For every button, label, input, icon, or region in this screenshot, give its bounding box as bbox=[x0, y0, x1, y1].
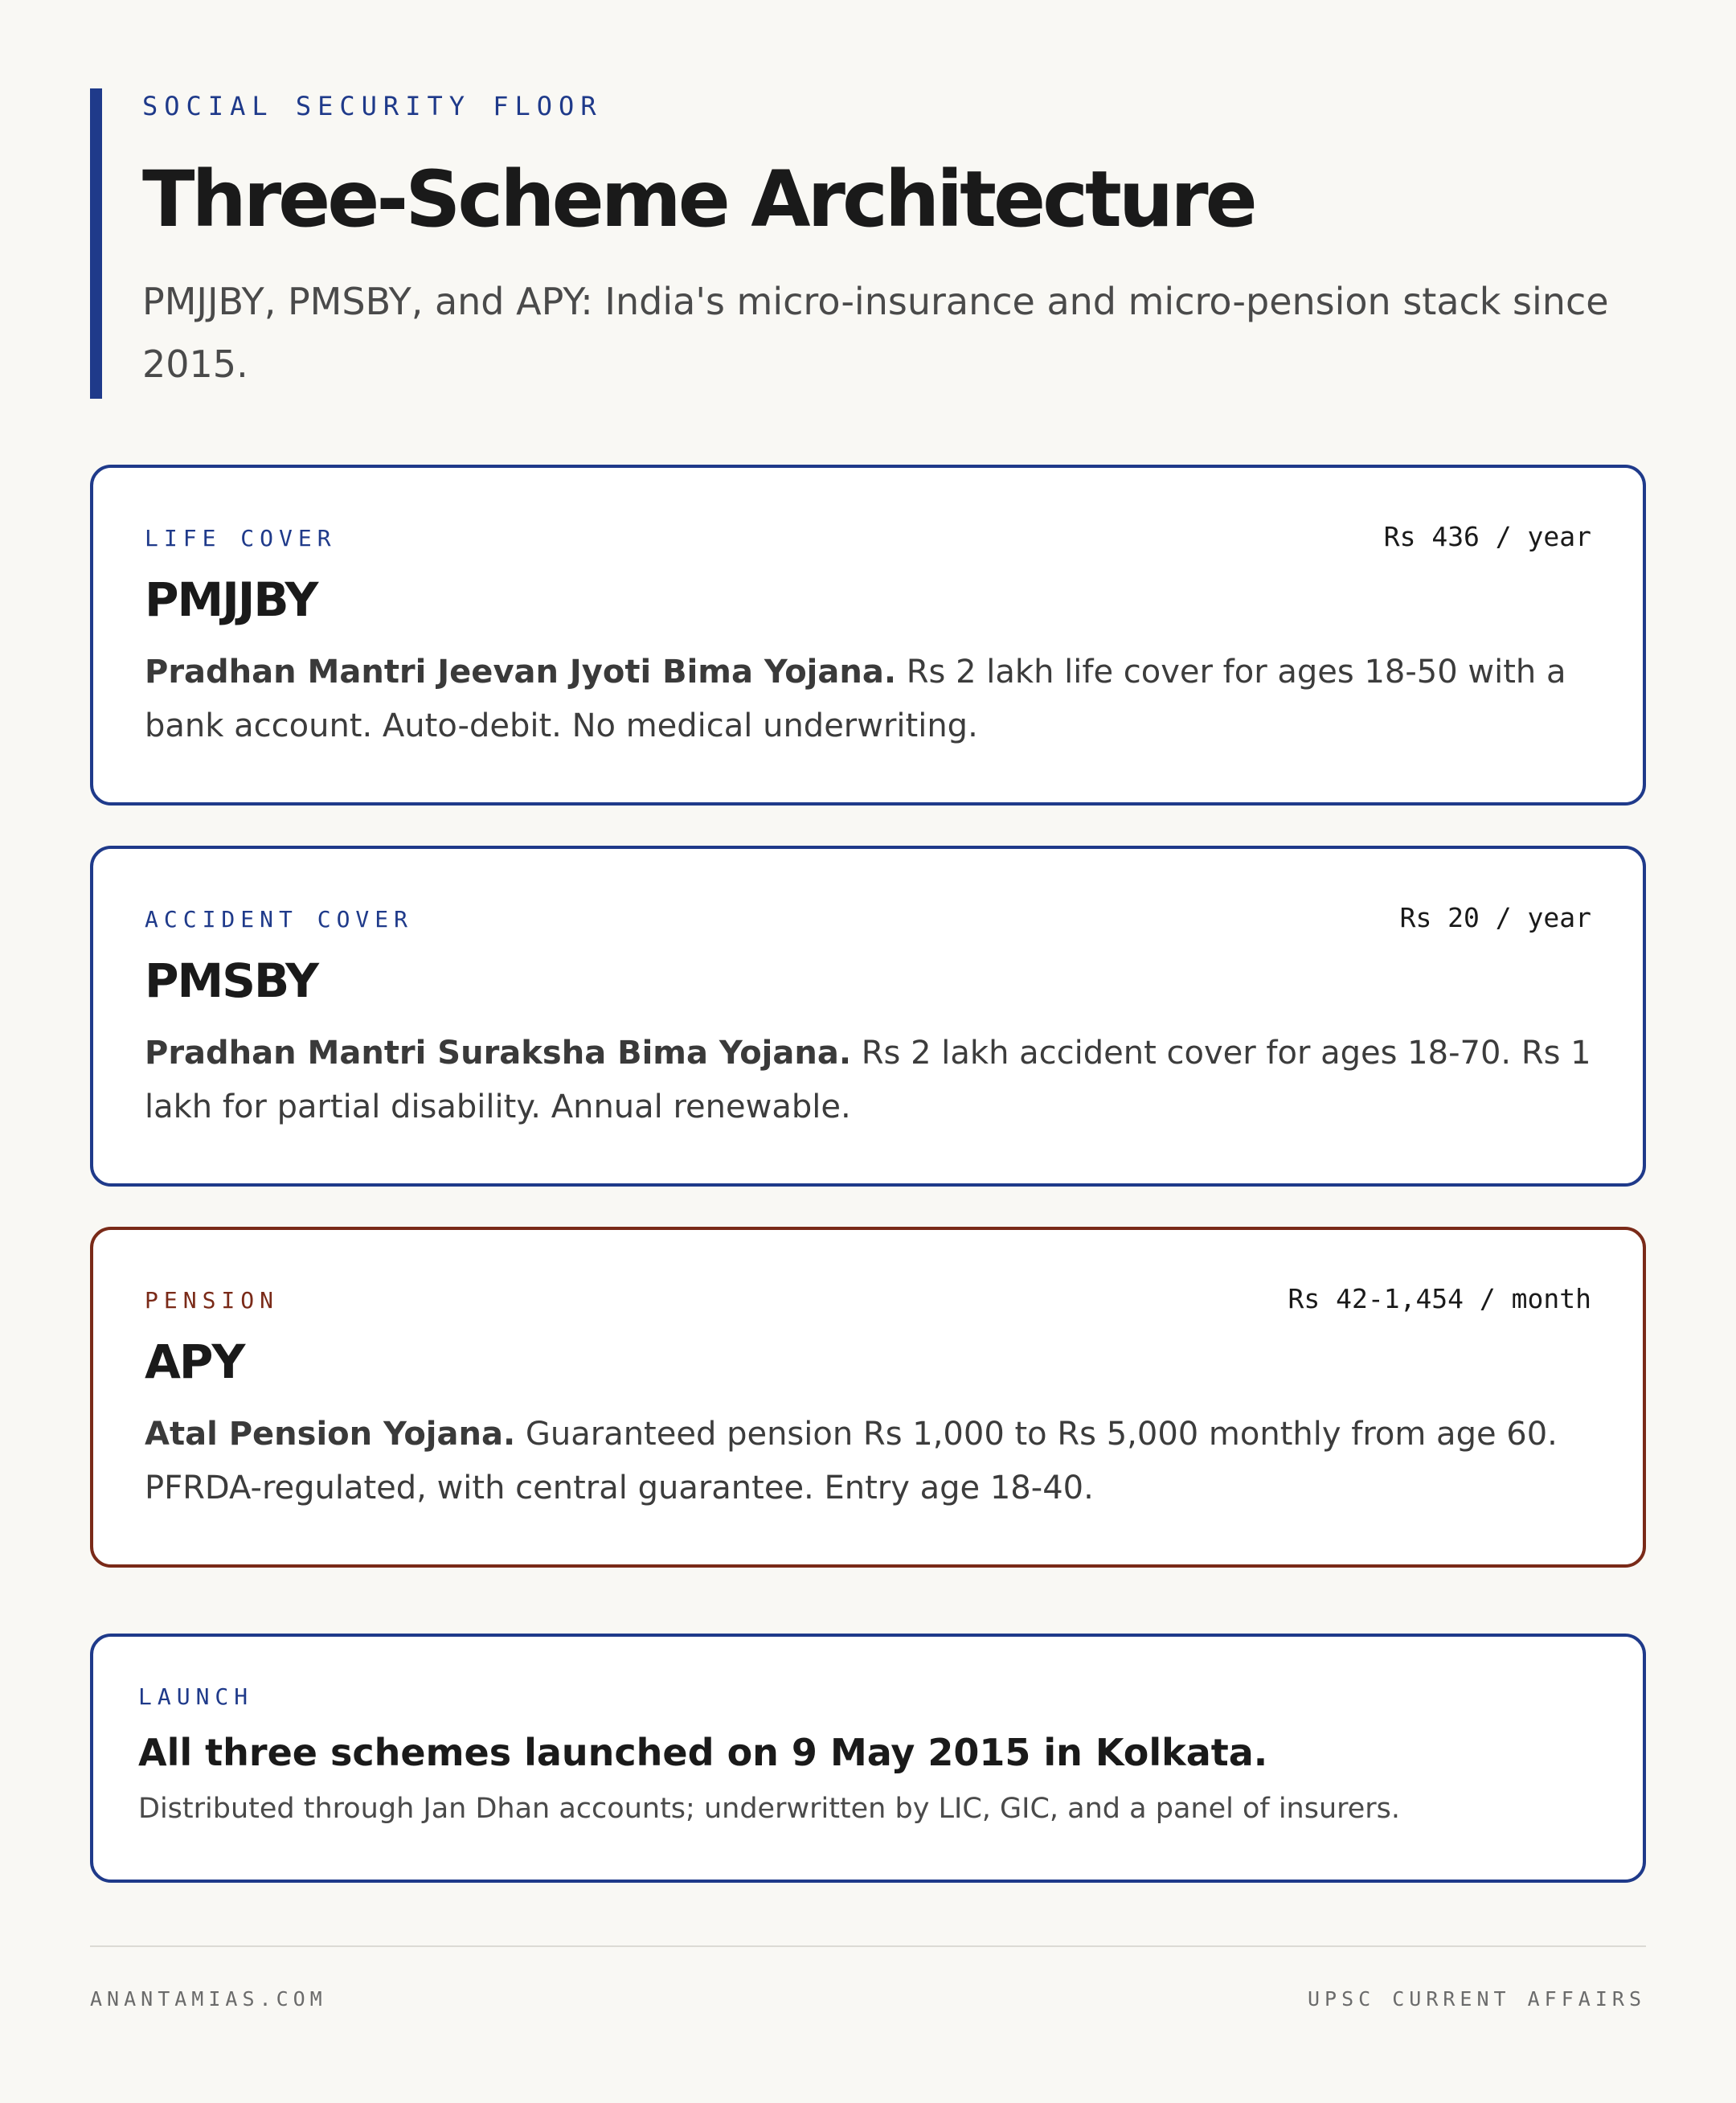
scheme-card-pmsby bbox=[90, 846, 1646, 1187]
page-title: Three-Scheme Architecture bbox=[142, 154, 1255, 244]
scheme-full-name: Atal Pension Yojana. bbox=[145, 1416, 516, 1453]
scheme-name: PMJJBY bbox=[145, 572, 317, 627]
eyebrow: SOCIAL SECURITY FLOOR bbox=[142, 91, 603, 121]
scheme-description bbox=[145, 646, 1591, 753]
scheme-category: LIFE COVER bbox=[145, 525, 337, 551]
page bbox=[90, 88, 1646, 2011]
scheme-name: PMSBY bbox=[145, 953, 318, 1008]
launch-card bbox=[90, 1634, 1646, 1883]
scheme-card-pmjjby bbox=[90, 465, 1646, 806]
page-subtitle: PMJJBY, PMSBY, and APY: India's micro-insurance and micro-pension stack since 2015. bbox=[142, 280, 1609, 386]
accent-bar bbox=[90, 88, 102, 399]
scheme-description bbox=[145, 1408, 1591, 1515]
footer-site: ANANTAMIAS.COM bbox=[90, 1987, 327, 2011]
launch-label: LAUNCH bbox=[138, 1683, 254, 1710]
scheme-premium: Rs 42-1,454 / month bbox=[1288, 1283, 1591, 1314]
scheme-premium: Rs 20 / year bbox=[1399, 902, 1591, 933]
scheme-full-name: Pradhan Mantri Suraksha Bima Yojana. bbox=[145, 1035, 852, 1072]
scheme-full-name: Pradhan Mantri Jeevan Jyoti Bima Yojana. bbox=[145, 654, 897, 691]
scheme-details: Rs 2 lakh accident cover for ages 18-70. Rs 1 lakh for partial disability. Annual renewable. bbox=[145, 1035, 1591, 1125]
scheme-description bbox=[145, 1027, 1591, 1134]
scheme-details: Guaranteed pension Rs 1,000 to Rs 5,000 monthly from age 60. PFRDA-regulated, with central guarantee. Entry age 18-40. bbox=[145, 1416, 1558, 1507]
header bbox=[90, 88, 1646, 399]
footer-divider bbox=[90, 1945, 1646, 1947]
scheme-details: Rs 2 lakh life cover for ages 18-50 with a bank account. Auto-debit. No medical underwriting. bbox=[145, 654, 1566, 744]
launch-description: Distributed through Jan Dhan accounts; underwritten by LIC, GIC, and a panel of insurers. bbox=[138, 1793, 1401, 1826]
footer-section: UPSC CURRENT AFFAIRS bbox=[1307, 1987, 1646, 2011]
scheme-category: ACCIDENT COVER bbox=[145, 906, 414, 933]
launch-headline: All three schemes launched on 9 May 2015 in Kolkata. bbox=[138, 1731, 1268, 1774]
scheme-premium: Rs 436 / year bbox=[1383, 521, 1591, 552]
scheme-name: APY bbox=[145, 1334, 244, 1389]
footer bbox=[90, 1987, 1646, 2011]
scheme-card-apy bbox=[90, 1227, 1646, 1568]
scheme-category: PENSION bbox=[145, 1287, 280, 1314]
